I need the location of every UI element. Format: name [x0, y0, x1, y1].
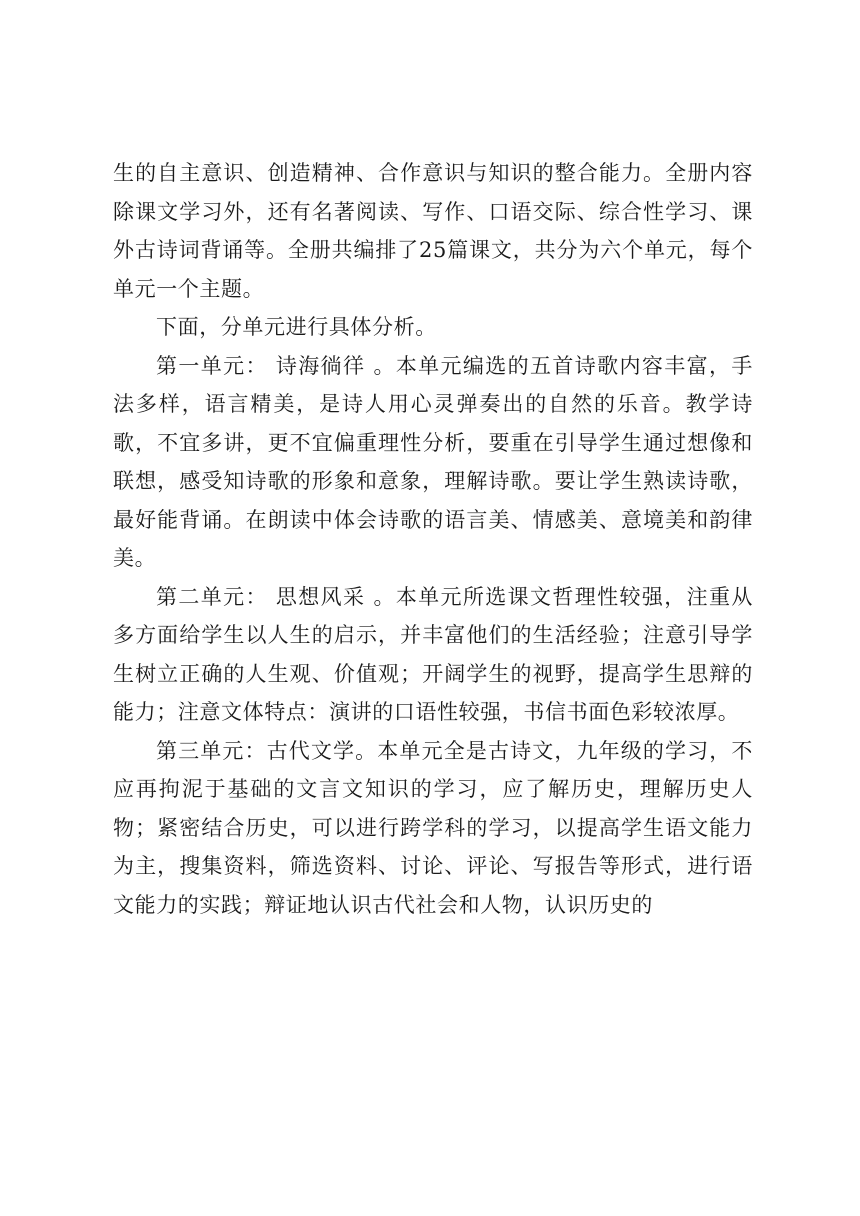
- paragraph-continuation: 生的自主意识、创造精神、合作意识与知识的整合能力。全册内容除课文学习外，还有名著阅读、写作、口语交际、综合性学习、课外古诗词背诵等。全册共编排了25篇课文，共分为六个单元，每个单元一个主题。: [113, 161, 753, 301]
- paragraph-intro-analysis: 下面，分单元进行具体分析。: [156, 315, 437, 339]
- paragraph-unit-one: 第一单元： 诗海徜徉 。本单元编选的五首诗歌内容丰富，手法多样，语言精美，是诗人用心灵弹奏出的自然的乐音。教学诗歌，不宜多讲，更不宜偏重理性分析，要重在引导学生通过想像和联想，感受知诗歌的形象和意象，理解诗歌。要让学生熟读诗歌，最好能背诵。在朗读中体会诗歌的语言美、情感美、意境美和韵律美。: [113, 353, 753, 570]
- paragraph-unit-three: 第三单元：古代文学。本单元全是古诗文，九年级的学习，不应再拘泥于基础的文言文知识的学习，应了解历史，理解历史人物；紧密结合历史，可以进行跨学科的学习，以提高学生语文能力为主，搜集资料，筛选资料、讨论、评论、写报告等形式，进行语文能力的实践；辩证地认识古代社会和人物，认识历史的: [113, 738, 753, 917]
- paragraph-unit-two: 第二单元： 思想风采 。本单元所选课文哲理性较强，注重从多方面给学生以人生的启示，并丰富他们的生活经验；注意引导学生树立正确的人生观、价值观；开阔学生的视野，提高学生思辩的能力；注意文体特点：演讲的口语性较强，书信书面色彩较浓厚。: [113, 584, 753, 724]
- body-text: [113, 154, 753, 924]
